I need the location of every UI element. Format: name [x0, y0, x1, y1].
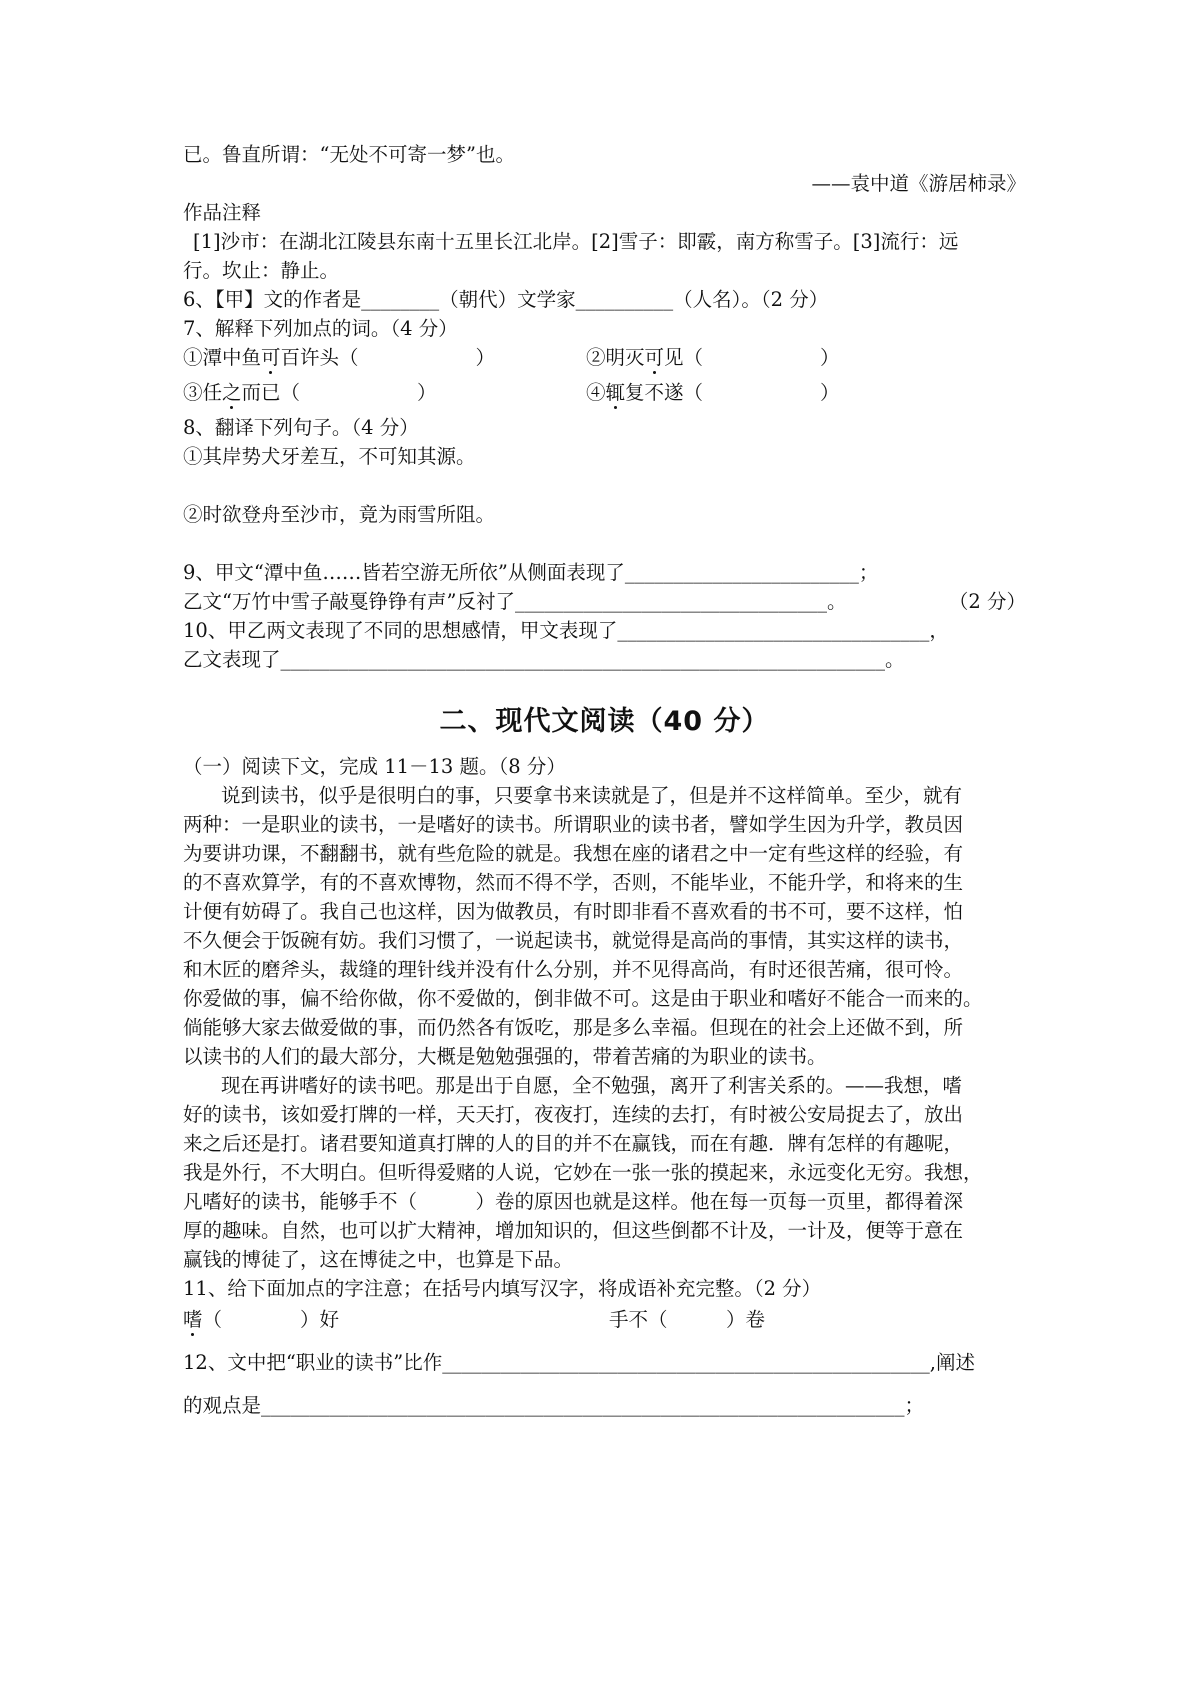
passage-intro: （一）阅读下文，完成 11－13 题。（8 分） — [183, 755, 566, 778]
exam-page — [183, 140, 1026, 1420]
question-11: 11、给下面加点的字注意；在括号内填写汉字，将成语补充完整。（2 分） — [183, 1277, 822, 1300]
question-6: 6、【甲】文的作者是________（朝代）文学家__________（人名）。（2 分） — [183, 288, 829, 311]
question-8-sentence-1: ①其岸势犬牙差互，不可知其源。 — [183, 445, 476, 468]
question-8-sentence-2: ②时欲登舟至沙市，竟为雨雪所阻。 — [183, 503, 496, 526]
question-9-line-1: 9、甲文“潭中鱼……皆若空游无所依”从侧面表现了________________________； — [183, 561, 879, 584]
notes-heading: 作品注释 — [183, 201, 262, 224]
passage-paragraph-2: 现在再讲嗜好的读书吧。那是出于自愿，全不勉强，离开了利害关系的。——我想，嗜 好的读书，该如爱打牌的一样，天天打，夜夜打，连续的去打，有时被公安局捉去了，放出 来之后还是打。诸君要知道真打牌的人的目的并不在赢钱，而在有趣．牌有怎样的有趣呢， 我是外行，不大明白。但听得爱赌的人说，它妙在一张一张的摸起来，永远变化无穷。我想， 凡嗜好的读书，能够手不（ ）卷的原因也就是这样。他在每一页每一页里，都得着深 厚的趣味。自然，也可以扩大精神，增加知识的，但这些倒都不计及，一计及，便等于意在 赢钱的博徒了，这在博徒之中，也算是下品。 — [183, 1074, 983, 1271]
question-9-score: （2 分） — [948, 590, 1026, 613]
question-10-line-1: 10、甲乙两文表现了不同的思想感情，甲文表现了________________________________， — [183, 619, 949, 642]
section-2-title: 二、现代文阅读（40 分） — [439, 706, 770, 737]
classical-text-end: 已。鲁直所谓：“无处不可寄一梦”也。 — [183, 143, 515, 166]
question-7-item-a: ①潭中鱼可百许头（ ） — [183, 346, 496, 369]
question-10-line-2: 乙文表现了______________________________________________________________。 — [183, 648, 905, 671]
question-11-item-a: 嗜（ ）好 — [183, 1308, 340, 1331]
question-7-row-2 — [183, 378, 1026, 407]
question-7-item-c: ③任之而已（ ） — [183, 381, 437, 404]
notes-line-2: 行。坎止：静止。 — [183, 259, 340, 282]
question-9-line-2: 乙文“万竹中雪子敲戛铮铮有声”反衬了________________________________。 （2 分） — [183, 587, 1026, 616]
question-11-item-b: 手不（ ）卷 — [609, 1308, 766, 1331]
question-12-line-2: 的观点是__________________________________________________________________； — [183, 1394, 925, 1417]
question-7-item-d: ④辄复不遂（ ） — [586, 381, 840, 404]
question-7-item-b: ②明灭可见（ ） — [586, 346, 840, 369]
source-attribution: ——袁中道《游居柿录》 — [811, 172, 1026, 195]
question-7: 7、解释下列加点的词。（4 分） — [183, 317, 458, 340]
notes-line-1: [1]沙市：在湖北江陵县东南十五里长江北岸。[2]雪子：即霰，南方称雪子。[3]流行：远 — [193, 230, 959, 253]
question-7-row-1 — [183, 343, 1026, 372]
question-8: 8、翻译下列句子。（4 分） — [183, 416, 419, 439]
passage-paragraph-1: 说到读书，似乎是很明白的事，只要拿书来读就是了，但是并不这样简单。至少，就有 两种：一是职业的读书，一是嗜好的读书。所谓职业的读书者，譬如学生因为升学，教员因 为要讲功课，不翻翻书，就有些危险的就是。我想在座的诸君之中一定有些这样的经验，有 的不喜欢算学，有的不喜欢博物，然而不得不学，否则，不能毕业，不能升学，和将来的生 计便有妨碍了。我自己也这样，因为做教员，有时即非看不喜欢看的书不可，要不这样，怕 不久便会于饭碗有妨。我们习惯了，一说起读书，就觉得是高尚的事情，其实这样的读书， 和木匠的磨斧头，裁缝的理针线并没有什么分别，并不见得高尚，有时还很苦痛，很可怜。 你爱做的事，偏不给你做，你不爱做的，倒非做不可。这是由于职业和嗜好不能合一而来的。 倘能够大家去做爱做的事，而仍然各有饭吃，那是多么幸福。但现在的社会上还做不到，所 以读书的人们的最大部分，大概是勉勉强强的，带着苦痛的为职业的读书。 — [183, 784, 983, 1068]
question-11-items — [183, 1305, 1026, 1334]
question-12-line-1: 12、文中把“职业的读书”比作__________________________________________________,阐述 — [183, 1351, 975, 1374]
